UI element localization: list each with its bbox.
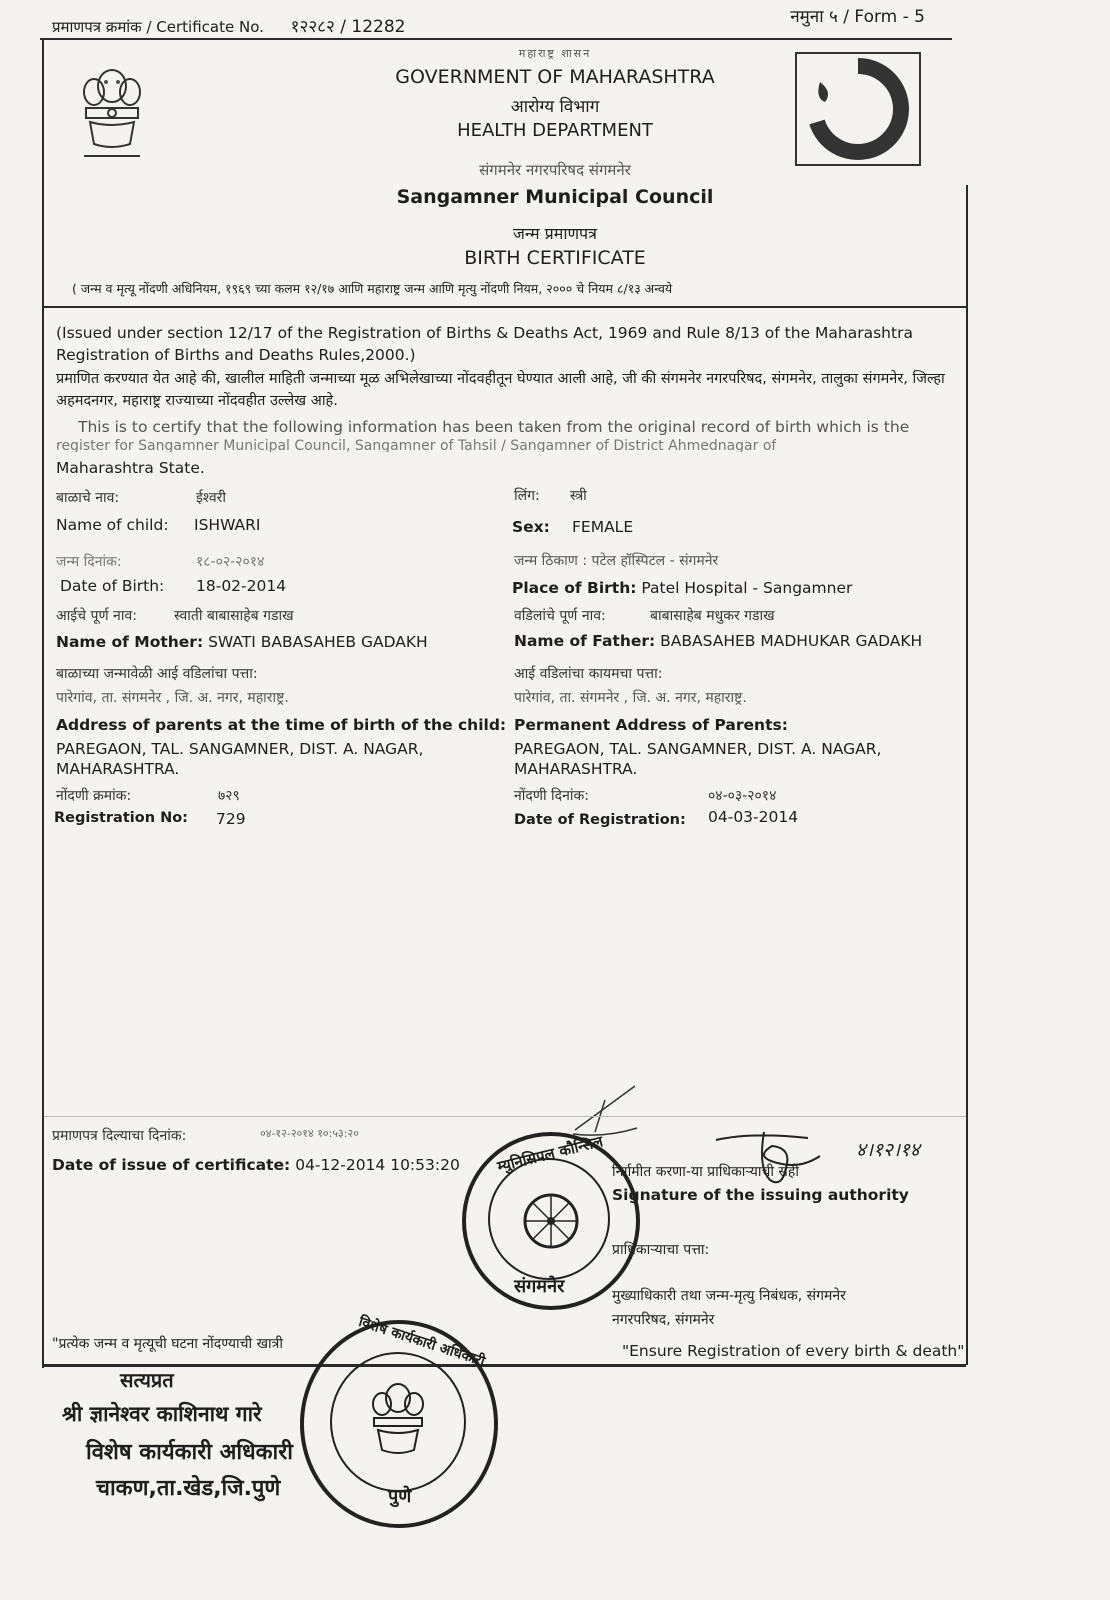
addr-perm-line1: PAREGAON, TAL. SANGAMNER, DIST. A. NAGAR, bbox=[514, 740, 882, 758]
child-name-label: Name of child: bbox=[56, 516, 169, 534]
certify-english-line3: Maharashtra State. bbox=[56, 459, 205, 477]
true-copy-stamp: सत्यप्रत bbox=[120, 1368, 174, 1392]
officer-mr-line2: नगरपरिषद, संगमनेर bbox=[612, 1312, 715, 1328]
sex-mr-label: लिंग: bbox=[514, 488, 540, 504]
issue-value: 04-12-2014 10:53:20 bbox=[295, 1156, 460, 1174]
addr-perm-mr-label: आई वडिलांचा कायमचा पत्ता: bbox=[514, 666, 663, 682]
reg-no-mr: ७२९ bbox=[218, 788, 240, 804]
child-name-mr-label: बाळाचे नाव: bbox=[56, 490, 120, 506]
reg-no: 729 bbox=[216, 810, 246, 828]
act-marathi: ( जन्म व मृत्यू नोंदणी अधिनियम, १९६९ च्या कलम १२/१७ आणि महाराष्ट्र जन्म आणि मृत्यु नोंदणी नियम, २००० चे नियम ८/१३ अन्वये bbox=[72, 281, 673, 296]
issue-line bbox=[52, 1156, 460, 1174]
addr-birth-mr: पारेगांव, ता. संगमनेर , जि. अ. नगर, महाराष्ट्र. bbox=[56, 690, 289, 706]
father-label: Name of Father: bbox=[514, 632, 656, 650]
certificate-number-label: प्रमाणपत्र क्रमांक / Certificate No. bbox=[52, 18, 264, 36]
top-border bbox=[40, 38, 952, 40]
title-marathi: जन्म प्रमाणपत्र bbox=[513, 224, 597, 243]
attesting-officer-place: चाकण,ता.खेड,जि.पुणे bbox=[96, 1476, 281, 1501]
executive-seal-top-text: विशेष कार्यकारी अधिकारी bbox=[356, 1314, 487, 1370]
mother-label bbox=[56, 633, 428, 651]
title-english: BIRTH CERTIFICATE bbox=[464, 247, 646, 269]
dob-mr-label: जन्म दिनांक: bbox=[56, 554, 122, 570]
addr-perm-label: Permanent Address of Parents: bbox=[514, 716, 788, 734]
addr-birth-mr-label: बाळाच्या जन्मावेळी आई वडिलांचा पत्ता: bbox=[56, 666, 258, 682]
municipal-seal-bottom-text: संगमनेर bbox=[514, 1276, 565, 1297]
ashoka-chakra-icon bbox=[521, 1191, 581, 1251]
father-mr: बाबासाहेब मधुकर गडाख bbox=[650, 608, 775, 624]
initial-scribble-icon bbox=[565, 1080, 645, 1140]
reg-date-mr-label: नोंदणी दिनांक: bbox=[514, 788, 589, 804]
footer-rule bbox=[44, 1364, 966, 1367]
addr-perm-mr: पारेगांव, ता. संगमनेर , जि. अ. नगर, महाराष्ट्र. bbox=[514, 690, 747, 706]
officer-mr-line1: मुख्याधिकारी तथा जन्म-मृत्यु निबंधक, संगमनेर bbox=[612, 1288, 846, 1304]
reg-date: 04-03-2014 bbox=[708, 808, 799, 826]
municipal-seal bbox=[462, 1132, 640, 1310]
father: BABASAHEB MADHUKAR GADAKH bbox=[660, 632, 923, 650]
certify-marathi: प्रमाणित करण्यात येत आहे की, खालील माहिती जन्माच्या मूळ अभिलेखाच्या नोंदवहीतून घेण्यात आली आहे, जी की संगमनेर नगरपरिषद, संगमनेर, तालुका संगमनेर, जिल्हा अहमदनगर, महाराष्ट्र राज्याच्या नोंदवहीत उल्लेख आहे. bbox=[56, 371, 945, 409]
gov-marathi: महाराष्ट्र शासन bbox=[518, 47, 592, 60]
father-mr-label: वडिलांचे पूर्ण नाव: bbox=[514, 608, 606, 624]
reg-no-mr-label: नोंदणी क्रमांक: bbox=[56, 788, 132, 804]
section-divider bbox=[44, 306, 966, 308]
mother: SWATI BABASAHEB GADAKH bbox=[208, 633, 428, 651]
right-border bbox=[966, 185, 968, 1365]
issue-mr-label: प्रमाणपत्र दिल्याचा दिनांक: bbox=[52, 1128, 187, 1144]
father-line bbox=[514, 632, 922, 650]
pob: Patel Hospital - Sangamner bbox=[641, 579, 853, 597]
addr-birth-line1: PAREGAON, TAL. SANGAMNER, DIST. A. NAGAR, bbox=[56, 740, 424, 758]
child-name: ISHWARI bbox=[194, 516, 261, 534]
dob: 18-02-2014 bbox=[196, 577, 287, 595]
sex-mr: स्त्री bbox=[570, 488, 587, 504]
certificate-number bbox=[52, 14, 405, 37]
sex-label: Sex: bbox=[512, 518, 550, 536]
council-marathi: संगमनेर नगरपरिषद संगमनेर bbox=[479, 161, 631, 179]
dept-english: HEALTH DEPARTMENT bbox=[457, 120, 653, 141]
dob-mr: १८-०२-२०१४ bbox=[196, 554, 265, 570]
act-english: (Issued under section 12/17 of the Registration of Births & Deaths Act, 1969 and Rule 8/13 of the Maharashtra Registration of Births and Deaths Rules,2000.) bbox=[56, 324, 913, 364]
executive-seal-bottom-text: पुणे bbox=[388, 1486, 412, 1507]
form-number: नमुना ५ / Form - 5 bbox=[790, 7, 925, 27]
authority-address-mr: प्राधिकाऱ्याचा पत्ता: bbox=[612, 1242, 710, 1258]
reg-no-label: Registration No: bbox=[54, 810, 188, 826]
dob-label: Date of Birth: bbox=[60, 577, 165, 595]
pob-mr: जन्म ठिकाण : पटेल हॉस्पिटल - संगमनेर bbox=[514, 553, 719, 569]
gov-english: GOVERNMENT OF MAHARASHTRA bbox=[395, 66, 715, 88]
attesting-officer-designation: विशेष कार्यकारी अधिकारी bbox=[86, 1440, 293, 1465]
mother-label-text: Name of Mother: bbox=[56, 633, 204, 651]
footer-note-mr: "प्रत्येक जन्म व मृत्यूची घटना नोंदण्याची खात्री bbox=[52, 1336, 284, 1352]
addr-perm-line2: MAHARASHTRA. bbox=[514, 760, 638, 778]
executive-seal-emblem-icon bbox=[366, 1380, 430, 1460]
certificate-number-value: १२२८२ / 12282 bbox=[290, 17, 406, 37]
reg-date-mr: ०४-०३-२०१४ bbox=[708, 788, 777, 804]
attesting-officer-name: श्री ज्ञानेश्वर काशिनाथ गारे bbox=[62, 1402, 262, 1426]
handwritten-signature-icon bbox=[712, 1128, 832, 1198]
addr-birth-label: Address of parents at the time of birth of the child: bbox=[56, 716, 507, 734]
addr-birth-line2: MAHARASHTRA. bbox=[56, 760, 180, 778]
mother-mr-label: आईचे पूर्ण नाव: bbox=[56, 608, 137, 624]
executive-officer-seal bbox=[300, 1314, 498, 1528]
sex: FEMALE bbox=[572, 518, 634, 536]
handwritten-date: ४।१२।१४ bbox=[856, 1139, 920, 1161]
footer-slogan: "Ensure Registration of every birth & death" bbox=[622, 1342, 965, 1360]
municipal-seal-top-text: म्युनिसिपल कौन्सिल bbox=[495, 1132, 605, 1176]
issue-mr: ०४-१२-२०१४ १०:५३:२० bbox=[260, 1127, 359, 1140]
reg-date-label: Date of Registration: bbox=[514, 812, 686, 828]
issue-label: Date of issue of certificate: bbox=[52, 1156, 291, 1174]
issue-divider bbox=[44, 1116, 966, 1117]
pob-line bbox=[512, 579, 852, 597]
sign-mr: निर्गमीत करणा-या प्राधिकाऱ्याची सही bbox=[612, 1164, 799, 1180]
sign-en: Signature of the issuing authority bbox=[612, 1186, 909, 1204]
certify-english-line2: register for Sangamner Municipal Council, Sangamner of Tahsil / Sangamner of District Ahmednagar of bbox=[56, 438, 777, 452]
mother-mr: स्वाती बाबासाहेब गडाख bbox=[174, 608, 294, 624]
certify-english-line1: This is to certify that the following information has been taken from the original record of birth which is the bbox=[78, 418, 910, 436]
council-english: Sangamner Municipal Council bbox=[396, 186, 714, 208]
dept-marathi: आरोग्य विभाग bbox=[510, 97, 600, 117]
child-name-mr: ईश्वरी bbox=[196, 490, 226, 506]
pob-label: Place of Birth: bbox=[512, 579, 637, 597]
